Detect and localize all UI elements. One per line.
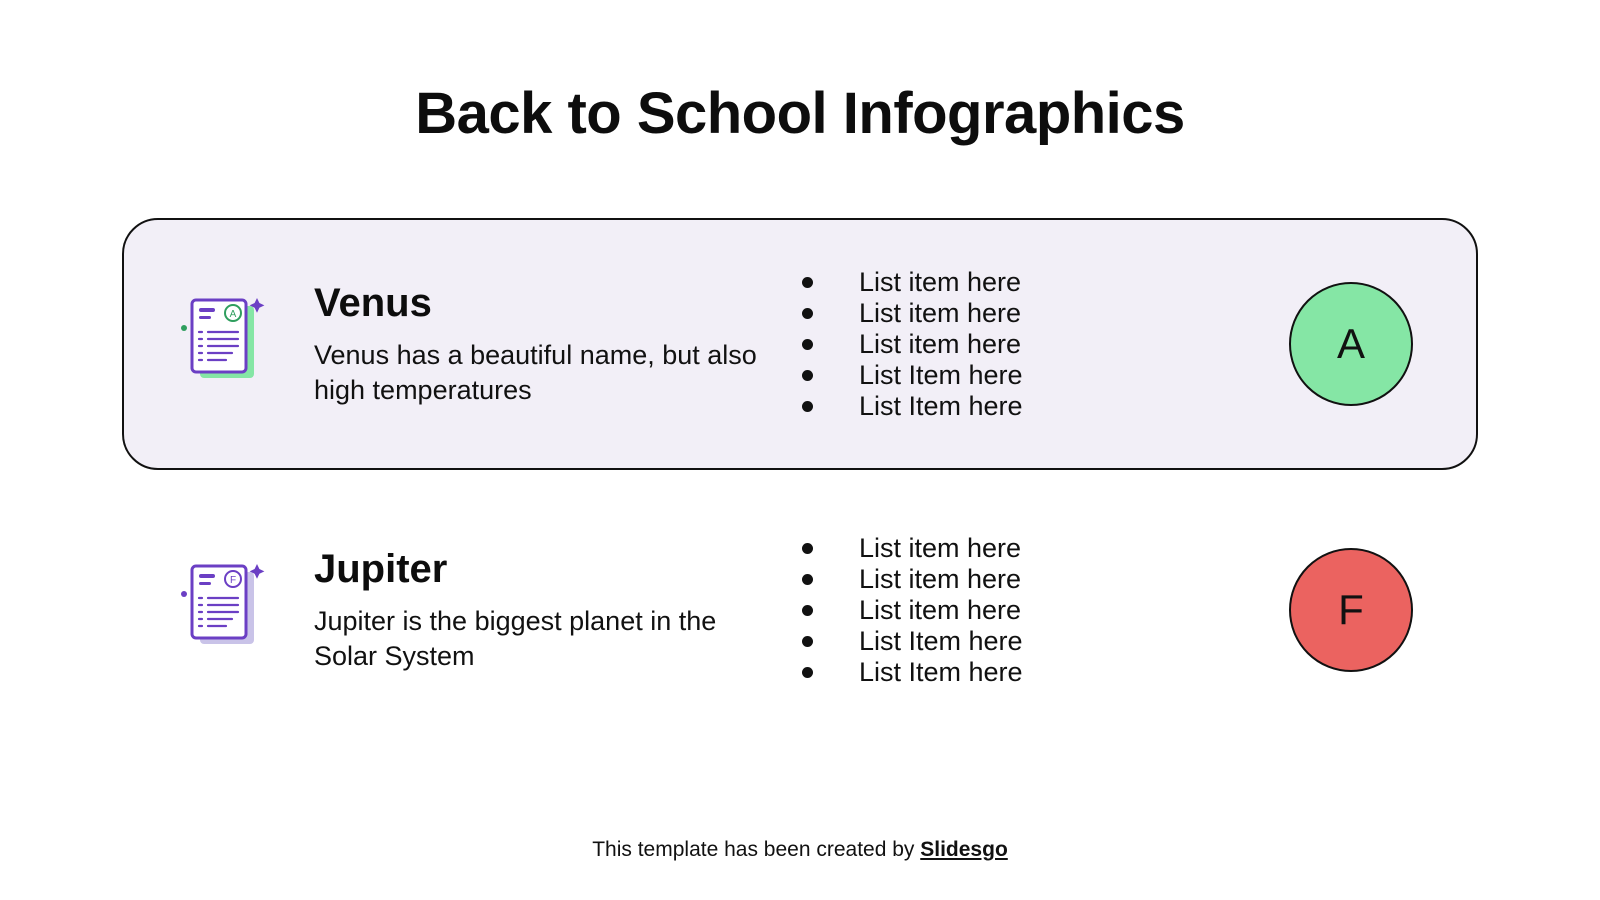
list-item-label: List Item here <box>859 390 1023 421</box>
slidesgo-link[interactable]: Slidesgo <box>920 838 1008 861</box>
list-item <box>802 267 1226 298</box>
footer-credit <box>0 838 1600 862</box>
bullet-dot-icon <box>802 605 813 616</box>
grade-cell-venus <box>1226 282 1476 406</box>
document-grade-icon <box>178 292 270 396</box>
list-item <box>802 564 1226 595</box>
grade-badge-a: A <box>1289 282 1413 406</box>
list-item <box>802 391 1226 422</box>
infographic-row-jupiter <box>122 484 1478 736</box>
bullet-dot-icon <box>802 370 813 381</box>
list-item-label: List item here <box>859 563 1022 594</box>
list-item <box>802 533 1226 564</box>
bullet-list-venus <box>784 267 1226 422</box>
page-title: Back to School Infographics <box>415 81 1185 146</box>
list-item <box>802 626 1226 657</box>
list-item <box>802 595 1226 626</box>
bullet-dot-icon <box>802 401 813 412</box>
list-item-label: List item here <box>859 594 1022 625</box>
grade-badge-f: F <box>1289 548 1413 672</box>
list-item <box>802 657 1226 688</box>
list-item <box>802 329 1226 360</box>
row-description-jupiter: Jupiter is the biggest planet in the Solar System <box>314 606 717 671</box>
list-item-label: List item here <box>859 328 1022 359</box>
bullet-dot-icon <box>802 308 813 319</box>
list-item <box>802 298 1226 329</box>
list-item-label: List item here <box>859 266 1022 297</box>
bullet-list-jupiter <box>784 533 1226 688</box>
list-item-label: List Item here <box>859 625 1023 656</box>
bullet-dot-icon <box>802 277 813 288</box>
list-item <box>802 360 1226 391</box>
list-item-label: List item here <box>859 532 1022 563</box>
svg-text:A: A <box>229 309 237 320</box>
bullet-dot-icon <box>802 667 813 678</box>
infographic-row-venus <box>122 218 1478 470</box>
list-item-label: List item here <box>859 297 1022 328</box>
footer-text: This template has been created by <box>592 838 921 861</box>
document-grade-icon <box>178 558 270 662</box>
icon-cell-venus <box>124 220 314 468</box>
bullet-dot-icon <box>802 636 813 647</box>
bullet-dot-icon <box>802 574 813 585</box>
icon-cell-jupiter <box>124 486 314 734</box>
grade-cell-jupiter <box>1226 548 1476 672</box>
bullet-dot-icon <box>802 339 813 350</box>
bullet-dot-icon <box>802 543 813 554</box>
row-title-venus: Venus <box>314 281 432 326</box>
row-title-jupiter: Jupiter <box>314 547 448 592</box>
list-item-label: List Item here <box>859 359 1023 390</box>
list-item-label: List Item here <box>859 656 1023 687</box>
row-description-venus: Venus has a beautiful name, but also high temperatures <box>314 340 757 405</box>
svg-text:F: F <box>229 575 237 586</box>
text-cell-jupiter <box>314 546 784 673</box>
text-cell-venus <box>314 280 784 407</box>
